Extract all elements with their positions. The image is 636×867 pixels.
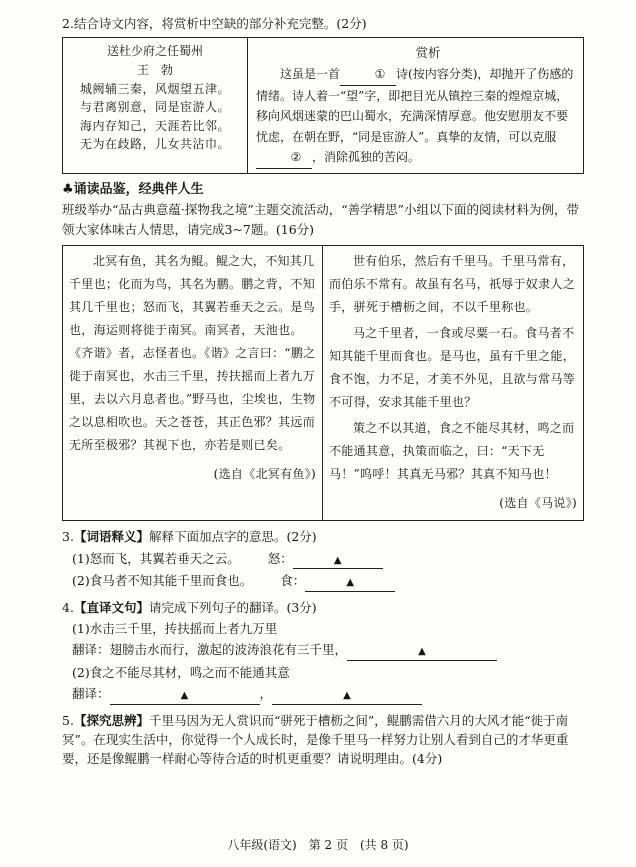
reading-paragraph: 策之不以其道，食之不能尽其材，鸣之而不能通其意，执策而临之，曰：“天下无马！”呜呼！其真无马邪？其真不知马也！ bbox=[329, 421, 575, 482]
poem-line: 无为在歧路，儿女共沾巾。 bbox=[79, 137, 230, 152]
reading-paragraph: 北冥有鱼，其名为鲲。鲲之大，不知其几千里也；化而为鸟，其名为鹏。鹏之背，不知其几千里也；怒而飞，其翼若垂天之云。是鸟也，海运则将徙于南冥。南冥者，天池也。《齐谐》者，志怪者也。《谐》之言曰：“鹏之徙于南冥也，水击三千里，抟扶摇而上者九万里，去以六月息者也。”野马也，尘埃也，生物之以息相吹也。天之苍苍，其正色邪？其远而无所至极邪？其视下也，亦若是则已矣。 bbox=[69, 253, 316, 453]
q4-item-2: (2)食之不能尽其材，鸣之而不能通其意 bbox=[72, 664, 290, 680]
answer-blank[interactable]: ▲ bbox=[305, 575, 395, 592]
poem-appreciation-table bbox=[62, 37, 584, 174]
page-footer: 八年级(语文) 第 2 页 (共 8 页) bbox=[227, 838, 409, 852]
q4-item-1-translation: 翻译：翅膀击水而行，激起的波涛浪花有三千里， ▲ bbox=[72, 640, 584, 661]
poem-author: 王 勃 bbox=[136, 62, 173, 77]
answer-blank[interactable]: ▲ bbox=[110, 688, 260, 705]
q4-item-2-translation: 翻译： ▲ ， ▲ bbox=[72, 684, 584, 705]
answer-blank[interactable]: ▲ bbox=[272, 688, 422, 705]
q4-item-1: (1)水击三千里，抟扶摇而上者九万里 bbox=[72, 620, 278, 636]
reading-right-column bbox=[323, 246, 583, 520]
q2-prompt: 2.结合诗文内容，将赏析中空缺的部分补充完整。(2分) bbox=[62, 16, 367, 31]
blank-1[interactable]: ① bbox=[340, 64, 396, 86]
answer-blank[interactable]: ▲ bbox=[347, 644, 497, 661]
q5-prompt: 5.【探究思辨】千里马因为无人赏识而“骈死于槽枥之间”，鲲鹏需借六月的大风才能“徙于南冥”。在现实生活中，你觉得一个人成长时，是像千里马一样努力让别人看到自己的才华更重要，还是像鲲鹏一样耐心等待合适的时机更重要？请说明理由。(4分) bbox=[62, 712, 569, 767]
poem-line: 海内存知己，天涯若比邻。 bbox=[79, 118, 230, 133]
q3-item-1: (1)怒而飞，其翼若垂天之云。 怒： ▲ bbox=[72, 549, 584, 570]
appreciation-title: 赏析 bbox=[415, 45, 441, 61]
q3-prompt: 3.【词语释义】解释下面加点字的意思。(2分) bbox=[62, 529, 317, 545]
reading-material-box bbox=[62, 245, 584, 521]
reading-source: (选自《马说》) bbox=[499, 496, 577, 511]
section-title: ♣诵读品鉴，经典伴人生 bbox=[62, 182, 204, 197]
exam-page bbox=[62, 14, 584, 769]
q4-prompt: 4.【直译文句】请完成下列句子的翻译。(3分) bbox=[62, 599, 317, 615]
section-intro: 班级举办“品古典意蕴·探物我之境”主题交流活动，“善学精思”小组以下面的阅读材料为例，带领大家体味古人情思，请完成3~7题。(16分) bbox=[62, 202, 580, 237]
q3-item-2: (2)食马者不知其能千里而食也。 食： ▲ bbox=[72, 571, 584, 592]
poem-column bbox=[63, 38, 248, 173]
reading-left-column bbox=[63, 246, 323, 520]
reading-paragraph: 马之千里者，一食或尽粟一石。食马者不知其能千里而食也。是马也，虽有千里之能，食不饱，力不足，才美不外见，且欲与常马等不可得，安求其能千里也？ bbox=[329, 325, 576, 410]
poem-line: 与君离别意，同是宦游人。 bbox=[79, 100, 230, 115]
reading-paragraph: 世有伯乐，然后有千里马。千里马常有，而伯乐不常有。故虽有名马，祇辱于奴隶人之手，骈死于槽枥之间，不以千里称也。 bbox=[329, 253, 576, 314]
poem-line: 城阙辅三秦，风烟望五津。 bbox=[79, 81, 230, 96]
blank-2[interactable]: ② bbox=[256, 147, 312, 169]
answer-blank[interactable]: ▲ bbox=[293, 553, 383, 570]
reading-source: (选自《北冥有鱼》) bbox=[213, 467, 316, 482]
appreciation-text: 这虽是一首 ① 诗(按内容分类)，却抛开了伤感的情绪。诗人着一“望”字，即把目光从镇控三秦的煌煌京城，移向风烟迷蒙的巴山蜀水，充满深情厚意。他安慰朋友不要忧虑，在朝在野，“同是宦游人”。真挚的友情，可以克服② ，消除孤独的苦闷。 bbox=[256, 64, 575, 169]
appreciation-column bbox=[248, 38, 583, 173]
poem-title: 送杜少府之任蜀州 bbox=[106, 44, 203, 59]
